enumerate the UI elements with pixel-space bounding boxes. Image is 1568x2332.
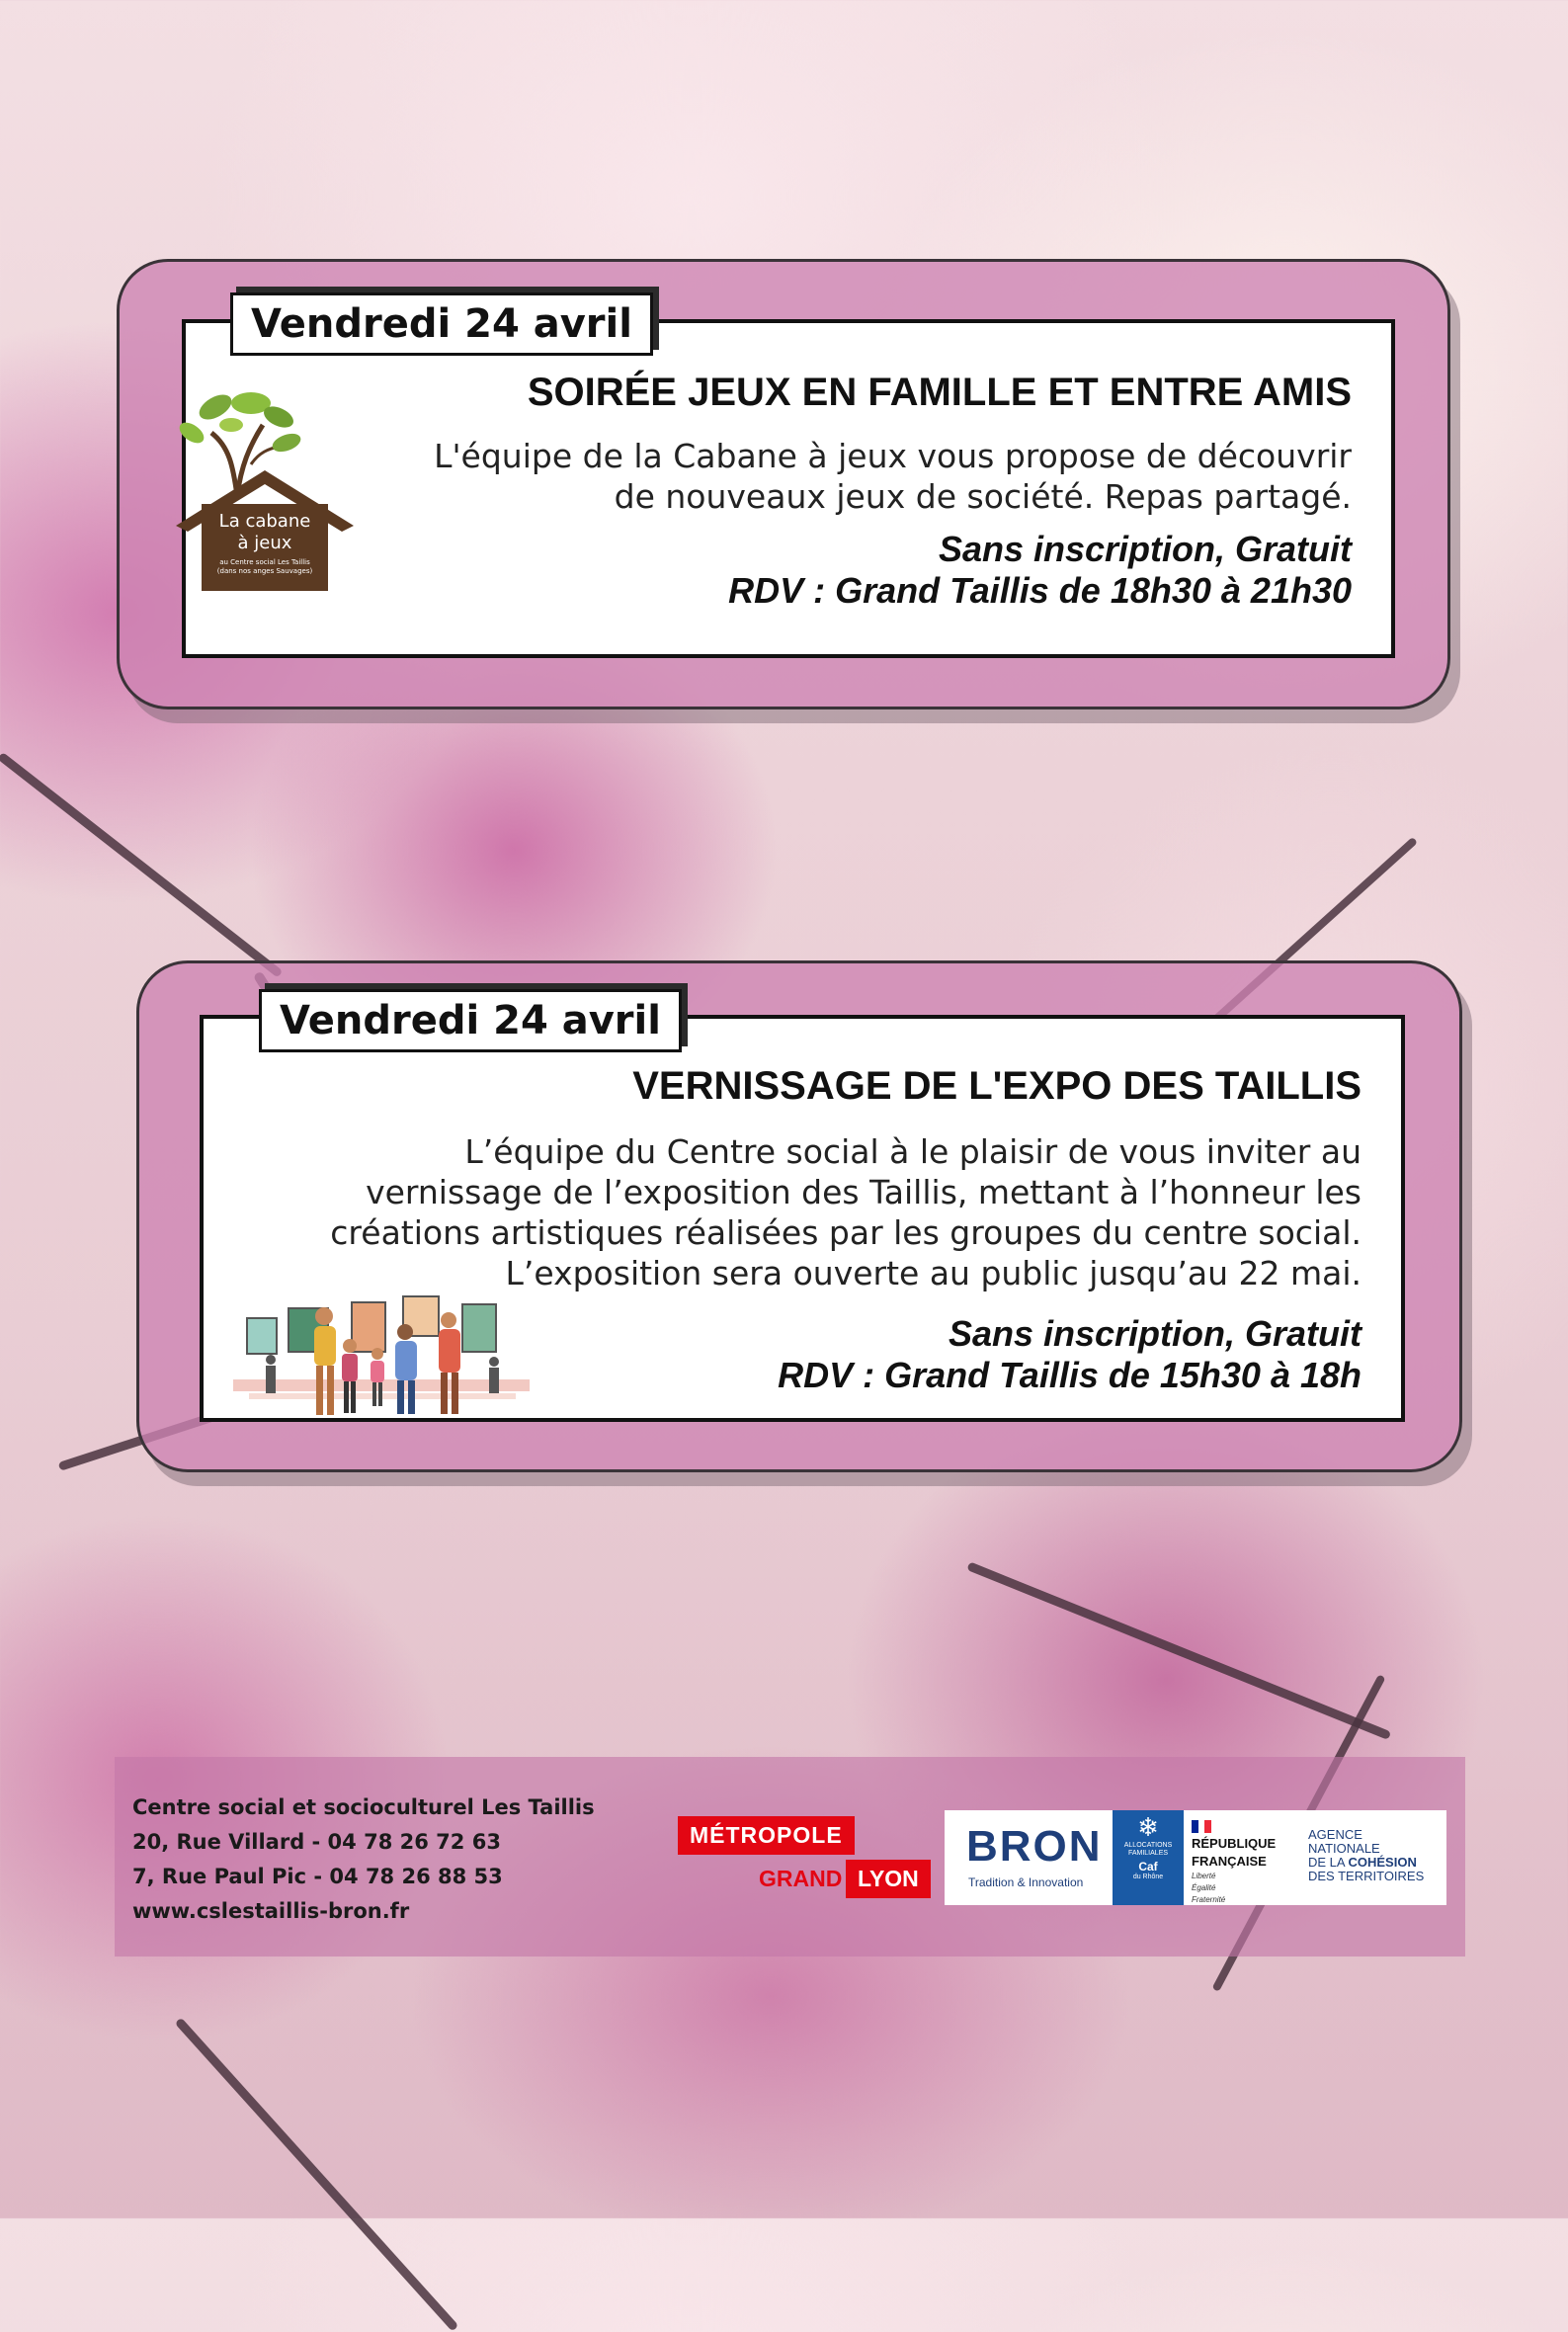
event-info (778, 1313, 1362, 1396)
address-line-villard: 20, Rue Villard - 04 78 26 72 63 (132, 1830, 501, 1854)
description-line: L'équipe de la Cabane à jeux vous propose de découvrir (434, 437, 1352, 475)
info-registration: Sans inscription, Gratuit (948, 1313, 1362, 1354)
address-line-org: Centre social et socioculturel Les Taillis (132, 1795, 595, 1819)
branch-decoration (0, 752, 283, 978)
event-title: VERNISSAGE DE L'EXPO DES TAILLIS (632, 1064, 1362, 1108)
event-date-tab: Vendredi 24 avril (230, 292, 653, 356)
republique-francaise-logo: RÉPUBLIQUE FRANÇAISE Liberté Égalité Fraternité (1192, 1820, 1276, 1904)
cabane-a-jeux-logo (168, 387, 366, 595)
info-rdv: RDV : Grand Taillis de 15h30 à 18h (778, 1355, 1362, 1395)
gallery-visitors-illustration (229, 1285, 536, 1423)
caf-logo: ❄ ALLOCATIONS FAMILIALES Caf du Rhône (1113, 1810, 1184, 1905)
event-date-tab: Vendredi 24 avril (259, 989, 682, 1052)
metropole-logo-lyon: LYON (846, 1860, 931, 1898)
address-line-paul-pic: 7, Rue Paul Pic - 04 78 26 88 53 (132, 1865, 503, 1888)
event-title: SOIRÉE JEUX EN FAMILLE ET ENTRE AMIS (527, 371, 1352, 414)
bron-logo: BRON (966, 1822, 1103, 1871)
description-line: de nouveaux jeux de société. Repas partagé. (614, 477, 1352, 516)
info-registration: Sans inscription, Gratuit (938, 529, 1352, 569)
website-link[interactable]: www.cslestaillis-bron.fr (132, 1899, 410, 1923)
french-flag-icon (1192, 1820, 1211, 1833)
bron-tagline: Tradition & Innovation (968, 1875, 1084, 1889)
event-description (434, 436, 1352, 517)
description-line: créations artistiques réalisées par les groupes du centre social. (330, 1213, 1362, 1252)
description-line: L’équipe du Centre social à le plaisir de vous inviter au (464, 1132, 1362, 1171)
snowflake-icon: ❄ (1137, 1812, 1159, 1842)
footer-address (132, 1791, 595, 1929)
event-description (330, 1131, 1362, 1293)
anct-logo: AGENCE NATIONALE DE LA COHÉSION DES TERRITOIRES (1308, 1827, 1425, 1883)
footer-band (115, 1757, 1465, 1957)
description-line: vernissage de l’exposition des Taillis, mettant à l’honneur les (366, 1173, 1362, 1211)
metropole-logo-grand: GRAND (759, 1866, 843, 1891)
cabane-logo-subtext: au Centre social Les Taillis (dans nos anges Sauvages) (216, 558, 313, 575)
cabane-logo-text: La cabane à jeux (218, 511, 311, 553)
metropole-logo-top: MÉTROPOLE (678, 1816, 855, 1855)
partner-logos (945, 1810, 1446, 1905)
info-rdv: RDV : Grand Taillis de 18h30 à 21h30 (728, 570, 1352, 611)
event-info (728, 529, 1352, 612)
description-line: L’exposition sera ouverte au public jusqu’au 22 mai. (505, 1254, 1362, 1292)
branch-decoration (175, 2017, 459, 2331)
branch-decoration (966, 1561, 1391, 1740)
